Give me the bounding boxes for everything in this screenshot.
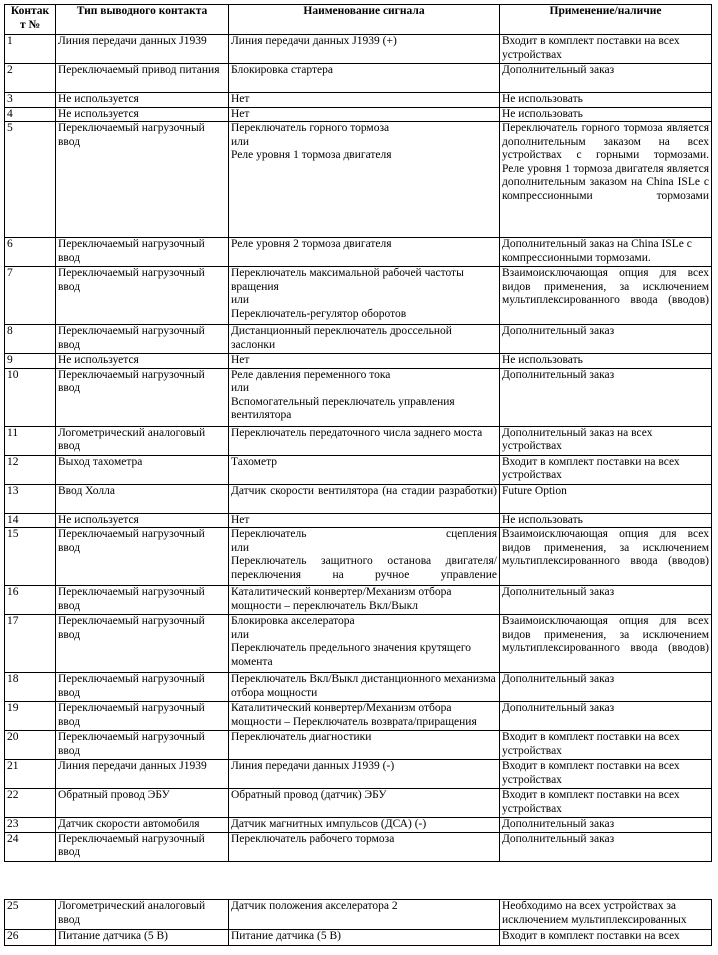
- pin-number: 25: [5, 900, 56, 930]
- usage-note-line: Дополнительный заказ: [502, 325, 615, 337]
- pin-number: 15: [5, 528, 56, 586]
- usage-note-line: Дополнительный заказ: [502, 832, 615, 845]
- header-usage: Применение/наличие: [500, 5, 712, 35]
- pin-type: Не используется: [56, 354, 229, 369]
- usage-note: [500, 528, 712, 586]
- signal-name-line: Вспомогательный переключатель управления вентилятора: [231, 395, 455, 421]
- usage-note-line: Необходимо на всех устройствах за исключением мультиплексированных: [502, 900, 687, 926]
- pinout-table-continued: [4, 899, 712, 946]
- signal-name: [229, 93, 500, 108]
- pin-type: Линия передачи данных J1939: [56, 35, 229, 64]
- table-row: [5, 702, 712, 731]
- table-row: [5, 760, 712, 789]
- signal-name: [229, 325, 500, 354]
- usage-note: [500, 789, 712, 818]
- signal-name-line: Переключатель защитного останова двигателя/переключения на ручное управление: [231, 555, 497, 581]
- usage-note-line: Не использовать: [502, 93, 583, 105]
- signal-name-line: Нет: [231, 354, 250, 366]
- pin-number: 18: [5, 673, 56, 702]
- pin-type: Переключаемый нагрузочный ввод: [56, 267, 229, 325]
- usage-note-line: Не использовать: [502, 354, 583, 366]
- signal-name-line: Реле давления переменного тока: [231, 368, 391, 381]
- table-row: [5, 528, 712, 586]
- signal-name: [229, 354, 500, 369]
- usage-note-line: Дополнительный заказ: [502, 368, 615, 381]
- usage-note-line: Переключатель горного тормоза является дополнительным заказом на всех устройствах с горными тормозами.: [502, 122, 709, 161]
- table-row: [5, 122, 712, 238]
- usage-note-line: Входит в комплект поставки на всех: [502, 930, 680, 942]
- signal-name: [229, 760, 500, 789]
- signal-name-line: Переключатель предельного значения крутящего момента: [231, 642, 472, 668]
- usage-note: [500, 832, 712, 861]
- signal-name-line: или: [231, 135, 250, 148]
- signal-name: [229, 368, 500, 426]
- signal-name: [229, 900, 500, 930]
- signal-name: [229, 673, 500, 702]
- usage-note-line: Дополнительный заказ на всех устройствах: [502, 426, 653, 452]
- usage-note: [500, 818, 712, 833]
- table-row: [5, 35, 712, 64]
- usage-note-line: Реле уровня 1 тормоза двигателя является дополнительным заказом на China ISLe с компрессионными тормозами: [502, 162, 709, 202]
- signal-name-line: или: [231, 382, 250, 394]
- usage-note: [500, 93, 712, 108]
- pin-number: 20: [5, 731, 56, 760]
- signal-name-line: Переключатель передаточного числа заднего моста: [231, 426, 483, 439]
- table-row: [5, 789, 712, 818]
- usage-note-line: Не использовать: [502, 107, 583, 120]
- pin-number: 19: [5, 702, 56, 731]
- table-row: [5, 818, 712, 833]
- pin-type: Ввод Холла: [56, 484, 229, 513]
- pin-number: 9: [5, 354, 56, 369]
- signal-name-line: Переключатель горного тормоза: [231, 122, 390, 134]
- pin-number: 22: [5, 789, 56, 818]
- usage-note-line: Не использовать: [502, 513, 583, 526]
- signal-name: [229, 832, 500, 861]
- pin-type: Линия передачи данных J1939: [56, 760, 229, 789]
- usage-note: [500, 673, 712, 702]
- table-row: [5, 354, 712, 369]
- pin-type: Датчик скорости автомобиля: [56, 818, 229, 833]
- pin-number: 11: [5, 426, 56, 455]
- signal-name: [229, 586, 500, 615]
- usage-note: [500, 900, 712, 930]
- pin-number: 21: [5, 760, 56, 789]
- table-row: [5, 731, 712, 760]
- pin-number: 5: [5, 122, 56, 238]
- pin-number: 24: [5, 832, 56, 861]
- usage-note: [500, 107, 712, 122]
- pin-type: Не используется: [56, 513, 229, 528]
- pin-number: 16: [5, 586, 56, 615]
- table-row: [5, 900, 712, 930]
- signal-name-line: Тахометр: [231, 455, 277, 468]
- signal-name-line: Питание датчика (5 В): [231, 930, 341, 942]
- signal-name-line: Дистанционный переключатель дроссельной заслонки: [231, 325, 452, 351]
- pin-type: Переключаемый нагрузочный ввод: [56, 122, 229, 238]
- signal-name: [229, 702, 500, 731]
- pin-number: 23: [5, 818, 56, 833]
- pin-type: Переключаемый нагрузочный ввод: [56, 325, 229, 354]
- pin-type: Переключаемый нагрузочный ввод: [56, 702, 229, 731]
- signal-name: [229, 455, 500, 484]
- usage-note-line: Входит в комплект поставки на всех устройствах: [502, 789, 680, 815]
- signal-name: [229, 238, 500, 267]
- table-row: [5, 615, 712, 673]
- usage-note-line: Взаимоисключающая опция для всех видов применения, за исключением мультиплексированного ввода (вводов): [502, 267, 709, 306]
- table-row: [5, 325, 712, 354]
- pin-type: Переключаемый нагрузочный ввод: [56, 238, 229, 267]
- pin-type: Питание датчика (5 В): [56, 930, 229, 946]
- usage-note: [500, 368, 712, 426]
- usage-note-line: Входит в комплект поставки на всех устройствах: [502, 35, 680, 61]
- table-row: [5, 267, 712, 325]
- signal-name-line: Переключатель рабочего тормоза: [231, 832, 395, 845]
- signal-name: [229, 930, 500, 946]
- signal-name-line: или: [231, 628, 250, 641]
- signal-name: [229, 789, 500, 818]
- signal-name-line: Линия передачи данных J1939 (+): [231, 35, 397, 47]
- usage-note-line: Входит в комплект поставки на всех устройствах: [502, 731, 680, 757]
- pin-type: Переключаемый нагрузочный ввод: [56, 368, 229, 426]
- signal-name: [229, 107, 500, 122]
- signal-name-line: Каталитический конвертер/Механизм отбора мощности – переключатель Вкл/Выкл: [231, 586, 452, 612]
- usage-note-line: Взаимоисключающая опция для всех видов применения, за исключением мультиплексированного ввода (вводов): [502, 528, 709, 567]
- signal-name: [229, 818, 500, 833]
- usage-note-line: Дополнительный заказ на China ISLe с компрессионными тормозами.: [502, 238, 692, 264]
- table-body-continued: [5, 900, 712, 946]
- signal-name: [229, 64, 500, 93]
- pin-number: 1: [5, 35, 56, 64]
- pin-number: 2: [5, 64, 56, 93]
- table-row: [5, 513, 712, 528]
- signal-name-line: Каталитический конвертер/Механизм отбора мощности – Переключатель возврата/приращения: [231, 702, 477, 728]
- pin-number: 7: [5, 267, 56, 325]
- usage-note: [500, 702, 712, 731]
- usage-note: [500, 325, 712, 354]
- pin-type: Обратный провод ЭБУ: [56, 789, 229, 818]
- signal-name-line: Реле уровня 2 тормоза двигателя: [231, 238, 392, 250]
- table-row: [5, 832, 712, 861]
- signal-name-line: Нет: [231, 107, 250, 120]
- pin-type: Переключаемый нагрузочный ввод: [56, 586, 229, 615]
- signal-name-line: Блокировка стартера: [231, 64, 333, 76]
- table-row: [5, 930, 712, 946]
- usage-note-line: Дополнительный заказ: [502, 64, 615, 76]
- pin-type: Переключаемый нагрузочный ввод: [56, 832, 229, 861]
- signal-name-line: Переключатель максимальной рабочей частоты вращения: [231, 267, 464, 293]
- usage-note: [500, 238, 712, 267]
- table-row: [5, 64, 712, 93]
- signal-name: [229, 513, 500, 528]
- usage-note: [500, 122, 712, 238]
- header-pin: Контак т №: [5, 5, 56, 35]
- usage-note: [500, 354, 712, 369]
- usage-note: [500, 731, 712, 760]
- signal-name: [229, 122, 500, 238]
- signal-name: [229, 615, 500, 673]
- usage-note: [500, 484, 712, 513]
- table-row: [5, 426, 712, 455]
- signal-name-line: Датчик магнитных импульсов (ДСА) (-): [231, 818, 427, 830]
- pin-type: Логометрический аналоговый ввод: [56, 426, 229, 455]
- signal-name: [229, 426, 500, 455]
- signal-name-line: Датчик скорости вентилятора (на стадии разработки): [231, 484, 497, 497]
- usage-note-line: Взаимоисключающая опция для всех видов применения, за исключением мультиплексированного ввода (вводов): [502, 615, 709, 654]
- pin-number: 26: [5, 930, 56, 946]
- usage-note-line: Дополнительный заказ: [502, 702, 615, 714]
- pin-type: Переключаемый нагрузочный ввод: [56, 731, 229, 760]
- pin-number: 10: [5, 368, 56, 426]
- table-row: [5, 455, 712, 484]
- usage-note: [500, 586, 712, 615]
- signal-name-line: Реле уровня 1 тормоза двигателя: [231, 149, 392, 161]
- signal-name: [229, 267, 500, 325]
- signal-name-line: Переключатель Вкл/Выкл дистанционного механизма отбора мощности: [231, 673, 496, 699]
- usage-note-line: Дополнительный заказ: [502, 818, 615, 830]
- header-pin-type: Тип выводного контакта: [56, 5, 229, 35]
- usage-note-line: Дополнительный заказ: [502, 673, 615, 685]
- pin-type: Выход тахометра: [56, 455, 229, 484]
- usage-note-line: Дополнительный заказ: [502, 586, 615, 598]
- pinout-table: [4, 4, 712, 862]
- pin-type: Логометрический аналоговый ввод: [56, 900, 229, 930]
- usage-note-line: Входит в комплект поставки на всех устройствах: [502, 760, 680, 786]
- pin-number: 4: [5, 107, 56, 122]
- usage-note-line: Future Option: [502, 484, 567, 497]
- pin-number: 13: [5, 484, 56, 513]
- usage-note: [500, 426, 712, 455]
- signal-name-line: Переключатель диагностики: [231, 731, 372, 743]
- signal-name: [229, 35, 500, 64]
- table-row: [5, 107, 712, 122]
- table-row: [5, 484, 712, 513]
- pin-number: 14: [5, 513, 56, 528]
- signal-name-line: или: [231, 541, 250, 554]
- table-body: [5, 35, 712, 862]
- usage-note: [500, 64, 712, 93]
- pin-type: Переключаемый привод питания: [56, 64, 229, 93]
- table-row: [5, 368, 712, 426]
- signal-name-line: Нет: [231, 93, 250, 105]
- signal-name-line: Обратный провод (датчик) ЭБУ: [231, 789, 387, 801]
- pin-type: Не используется: [56, 107, 229, 122]
- table-row: [5, 586, 712, 615]
- pin-type: Не используется: [56, 93, 229, 108]
- signal-name-line: Нет: [231, 513, 250, 526]
- signal-name-line: или: [231, 294, 250, 306]
- usage-note-line: Входит в комплект поставки на всех устройствах: [502, 455, 680, 481]
- header-row: [5, 5, 712, 35]
- usage-note: [500, 513, 712, 528]
- pin-number: 17: [5, 615, 56, 673]
- signal-name-line: Линия передачи данных J1939 (-): [231, 760, 395, 772]
- pin-number: 6: [5, 238, 56, 267]
- signal-name-line: Датчик положения акселератора 2: [231, 900, 398, 912]
- usage-note: [500, 35, 712, 64]
- signal-name: [229, 528, 500, 586]
- usage-note: [500, 455, 712, 484]
- usage-note: [500, 760, 712, 789]
- table-row: [5, 238, 712, 267]
- pin-type: Переключаемый нагрузочный ввод: [56, 528, 229, 586]
- table-row: [5, 93, 712, 108]
- table-row: [5, 673, 712, 702]
- signal-name-line: Переключатель-регулятор оборотов: [231, 307, 407, 320]
- pin-number: 3: [5, 93, 56, 108]
- signal-name-line: Блокировка акселератора: [231, 615, 355, 627]
- pin-type: Переключаемый нагрузочный ввод: [56, 615, 229, 673]
- pin-type: Переключаемый нагрузочный ввод: [56, 673, 229, 702]
- usage-note: [500, 615, 712, 673]
- usage-note: [500, 930, 712, 946]
- header-signal: Наименование сигнала: [229, 5, 500, 35]
- signal-name-line: Переключатель сцепления: [231, 528, 497, 540]
- signal-name: [229, 731, 500, 760]
- usage-note: [500, 267, 712, 325]
- pin-number: 8: [5, 325, 56, 354]
- signal-name: [229, 484, 500, 513]
- pin-number: 12: [5, 455, 56, 484]
